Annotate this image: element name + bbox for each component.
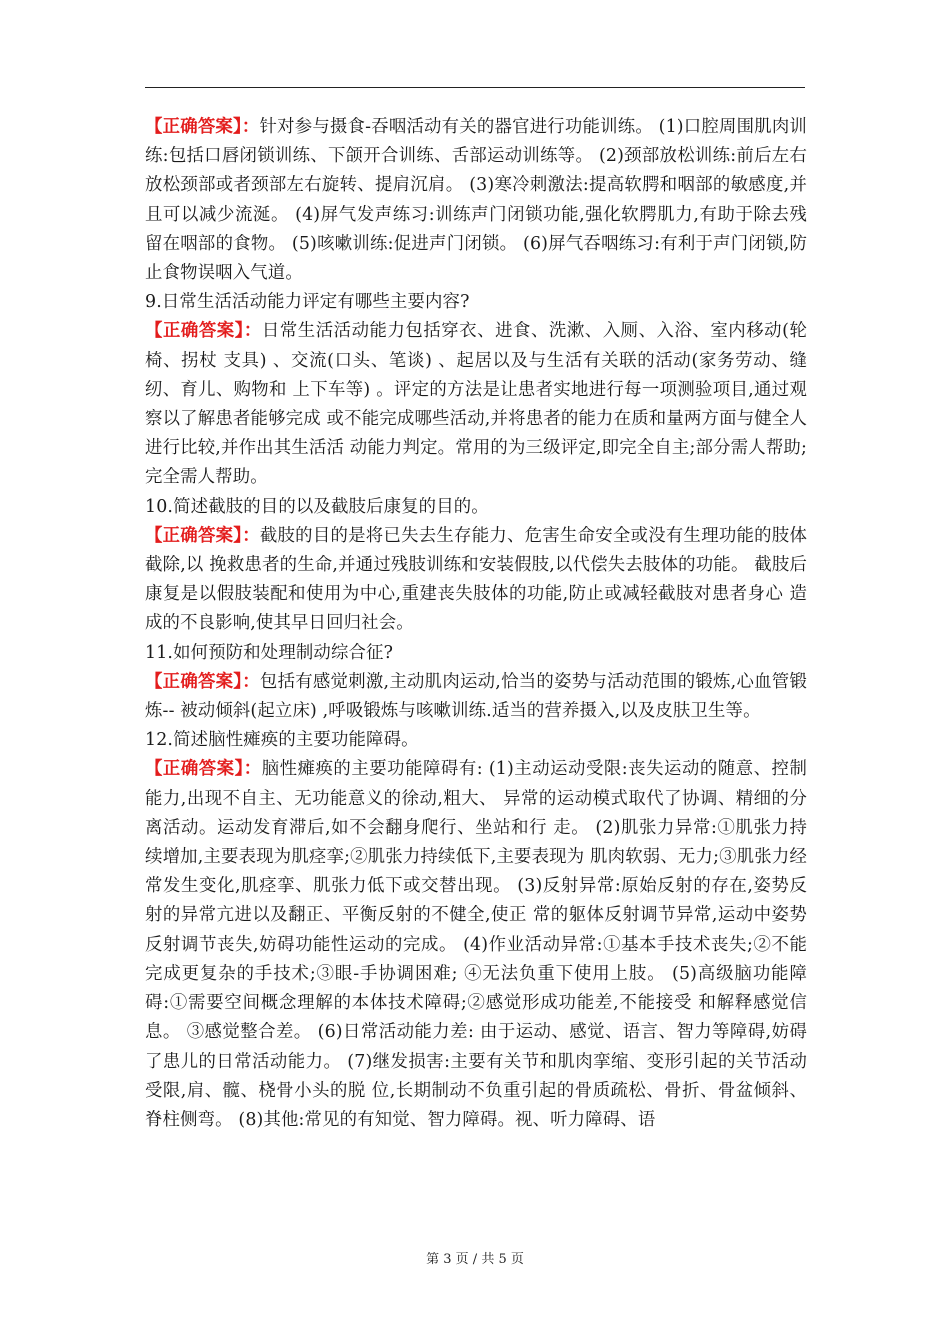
page-footer: 第 3 页 / 共 5 页: [426, 1252, 524, 1267]
answer-paragraph: [145, 668, 807, 726]
question-9: 9.日常生活活动能力评定有哪些主要内容?: [145, 292, 470, 313]
answer-label: 【正确答案】：: [145, 321, 262, 342]
question-12: 12.简述脑性瘫痪的主要功能障碍。: [145, 730, 419, 751]
answer-label: 【正确答案】：: [145, 525, 260, 546]
answer-label: 【正确答案】：: [145, 117, 260, 137]
question-11: 11.如何预防和处理制动综合征?: [145, 642, 394, 663]
answer-label: 【正确答案】：: [145, 671, 260, 692]
answer-text: 脑性瘫痪的主要功能障碍有: (1)主动运动受限:丧失运动的随意、控制能力,出现不自主、无功能意义的徐动,粗大、 异常的运动模式取代了协调、精细的分离活动。运动发育滞后,如不会翻身爬行、坐站和行 走。 (2)肌张力异常:①肌张力持续增加,主要表现为肌痉挛;②肌张力持续低下,主要表现为 肌肉软弱、无力;③肌张力经常发生变化,肌痉挛、肌张力低下或交替出现。 (3)反射异常:原始反射的存在,姿势反射的异常亢进以及翻正、平衡反射的不健全,使正 常的躯体反射调节异常,运动中姿势反射调节丧失,妨碍功能性运动的完成。 (4)作业活动异常:①基本手技术丧失;②不能完成更复杂的手技术;③眼-手协调困难; ④无法负重下使用上肢。 (5)高级脑功能障碍:①需要空间概念理解的本体技术障碍;②感觉形成功能差,不能接受 和解释感觉信息。 ③感觉整合差。 (6)日常活动能力差: 由于运动、感觉、语言、智力等障碍,妨碍了患儿的日常活动能力。 (7)继发损害:主要有关节和肌肉挛缩、变形引起的关节活动受限,肩、髋、桡骨小头的脱 位,长期制动不负重引起的骨质疏松、骨折、骨盆倾斜、脊柱侧弯。 (8)其他:常见的有知觉、智力障碍。视、听力障碍、语: [145, 759, 807, 1130]
answer-text: 日常生活活动能力包括穿衣、进食、洗漱、入厕、入浴、室内移动(轮椅、拐杖 支具) 、交流(口头、笔谈) 、起居以及与生活有关联的活动(家务劳动、缝纫、育儿、购物和 上下车等) 。评定的方法是让患者实地进行每一项测验项目,通过观察以了解患者能够完成 或不能完成哪些活动,并将患者的能力在质和量两方面与健全人进行比较,并作出其生活活 动能力判定。常用的为三级评定,即完全自主;部分需人帮助;完全需人帮助。: [145, 321, 807, 488]
answer-text: 针对参与摄食-吞咽活动有关的器官进行功能训练。 (1)口腔周围肌肉训练:包括口唇闭锁训练、下颌开合训练、舌部运动训练等。 (2)颈部放松训练:前后左右放松颈部或者颈部左右旋转、提肩沉肩。 (3)寒冷刺激法:提高软腭和咽部的敏感度,并且可以减少流涎。 (4)屏气发声练习:训练声门闭锁功能,强化软腭肌力,有助于除去残留在咽部的食物。 (5)咳嗽训练:促进声门闭锁。 (6)屏气吞咽练习:有利于声门闭锁,防止食物误咽入气道。: [145, 117, 807, 284]
answer-text: 包括有感觉刺激,主动肌肉运动,恰当的姿势与活动范围的锻炼,心血管锻炼-- 被动倾斜(起立床) ,呼吸锻炼与咳嗽训练.适当的营养摄入,以及皮肤卫生等。: [145, 671, 807, 722]
question-10: 10.简述截肢的目的以及截肢后康复的目的。: [145, 496, 489, 517]
answer-paragraph: [145, 317, 807, 492]
answer-label: 【正确答案】：: [145, 759, 262, 780]
answer-paragraph: [145, 113, 807, 288]
answer-text: 截肢的目的是将已失去生存能力、危害生命安全或没有生理功能的肢体截除,以 挽救患者的生命,并通过残肢训练和安装假肢,以代偿失去肢体的功能。 截肢后康复是以假肢装配和使用为中心,重建丧失肢体的功能,防止或减轻截肢对患者身心 造成的不良影响,使其早日回归社会。: [145, 525, 807, 634]
answer-paragraph: [145, 755, 807, 1135]
answer-paragraph: [145, 522, 807, 639]
document-body: [145, 113, 807, 1135]
header-rule: [145, 87, 805, 88]
